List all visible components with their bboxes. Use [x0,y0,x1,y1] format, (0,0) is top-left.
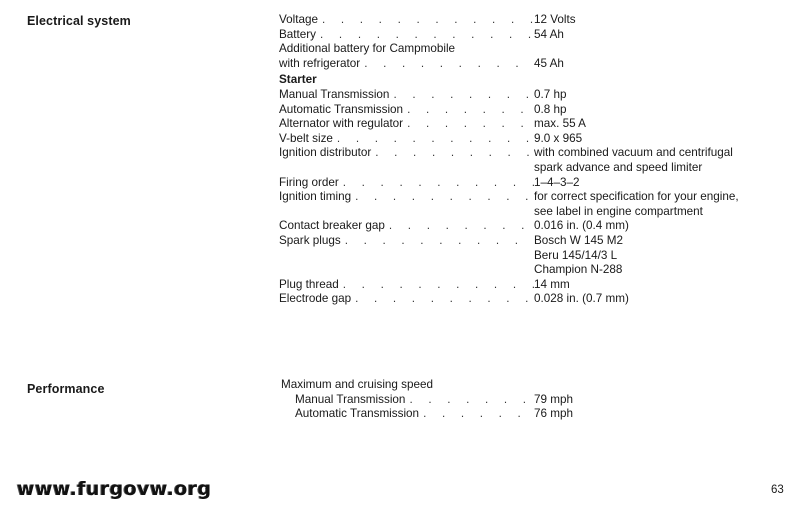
spec-row-speed-manual [281,393,781,408]
spec-value: 9.0 x 965 [534,131,583,145]
dot-leader [355,292,534,307]
dot-leader [393,88,534,103]
spec-row-battery [279,28,779,43]
spec-row-spark-plugs [279,234,779,278]
spec-row-electrode-gap [279,292,779,307]
spec-value: see label in engine compartment [534,204,703,218]
dot-leader [409,393,534,408]
spec-label: with refrigerator [279,56,361,70]
spec-value: 0.7 hp [534,87,567,101]
spec-value: with combined vacuum and centrifugal [534,146,733,160]
spec-row-additional-battery-line1 [279,42,779,57]
spec-label: Additional battery for Campmobile [279,42,456,56]
electrical-system-title: Electrical system [27,14,131,28]
spec-row-alternator [279,117,779,132]
dot-leader [389,219,534,234]
spec-value: 54 Ah [534,27,564,41]
spec-value: 0.016 in. (0.4 mm) [534,219,629,233]
spec-value: Bosch W 145 M2 [534,233,623,247]
electrical-spec-table [279,13,779,307]
spec-row-contact-breaker-gap [279,219,779,234]
spec-value: for correct specification for your engine, [534,190,739,204]
spec-label: Manual Transmission [279,87,390,101]
spec-row-ignition-distributor [279,146,779,175]
dot-leader [407,103,534,118]
dot-leader [337,132,534,147]
spec-value: 14 mm [534,277,570,291]
watermark-url: www.furgovw.org [17,478,212,500]
page-number: 63 [771,484,784,496]
spec-label: Spark plugs [279,233,341,247]
spec-label: Battery [279,27,317,41]
spec-value: Beru 145/14/3 L [534,248,618,262]
spec-value: 0.028 in. (0.7 mm) [534,292,629,306]
spec-label: Manual Transmission [295,392,406,406]
spec-value: max. 55 A [534,117,586,131]
spec-value: 1–4–3–2 [534,175,580,189]
spec-value: 0.8 hp [534,102,567,116]
spec-label: Electrode gap [279,292,352,306]
spec-value: 76 mph [534,407,573,421]
max-cruising-speed-heading: Maximum and cruising speed [281,378,434,391]
spec-label: Ignition distributor [279,146,372,160]
starter-heading: Starter [279,73,317,87]
spec-row-starter-automatic [279,103,779,118]
dot-leader [355,190,534,205]
spec-label: Automatic Transmission [279,102,404,116]
spec-label: V-belt size [279,131,333,145]
performance-title: Performance [27,382,105,396]
spec-row-voltage [279,13,779,28]
spec-label: Contact breaker gap [279,219,385,233]
spec-value: 79 mph [534,392,573,406]
spec-row-additional-battery [279,57,779,72]
dot-leader [343,278,534,293]
dot-leader [320,28,534,43]
spec-label: Alternator with regulator [279,117,404,131]
spec-row-starter-manual [279,88,779,103]
spec-label: Automatic Transmission [295,407,420,421]
spec-label: Plug thread [279,277,339,291]
spec-row-vbelt [279,132,779,147]
spec-value: spark advance and speed limiter [534,160,703,174]
spec-row-ignition-timing [279,190,779,219]
spec-row-speed-automatic [281,407,781,422]
spec-row-firing-order [279,176,779,191]
dot-leader [322,13,534,28]
spec-value: Champion N-288 [534,263,623,277]
spec-row-plug-thread [279,278,779,293]
dot-leader [343,176,534,191]
spec-label: Firing order [279,175,339,189]
dot-leader [345,234,534,249]
dot-leader [364,57,534,72]
dot-leader [407,117,534,132]
spec-value: 45 Ah [534,56,564,70]
spec-label: Voltage [279,13,318,26]
spec-value: 12 Volts [534,13,576,26]
spec-label: Ignition timing [279,190,352,204]
dot-leader [375,146,534,161]
dot-leader [423,407,534,422]
performance-spec-table [281,378,781,422]
